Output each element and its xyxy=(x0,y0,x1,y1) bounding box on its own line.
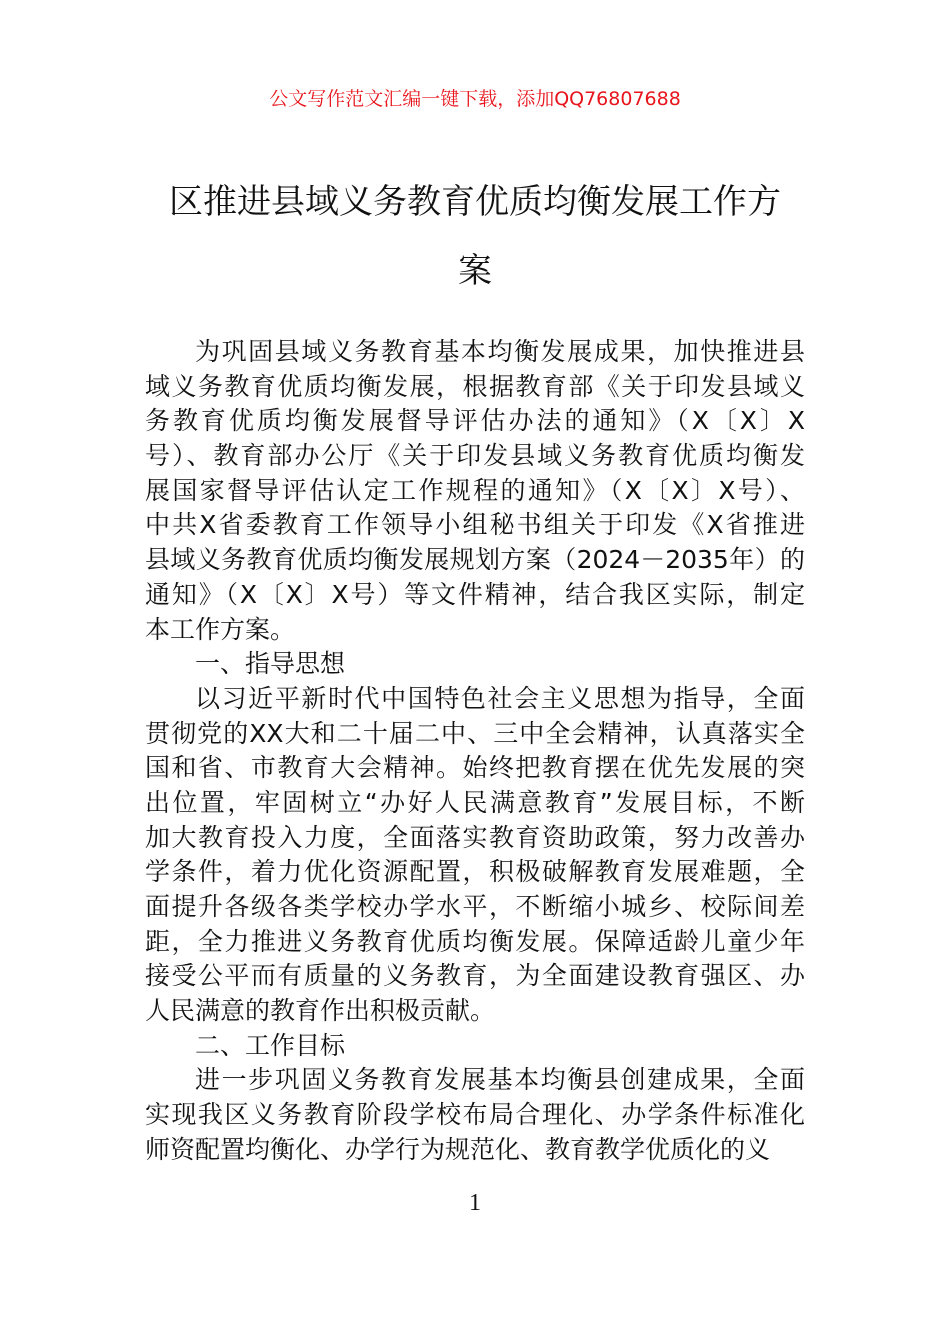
paragraph-line: 展国家督导评估认定工作规程的通知》（X〔X〕X号）、 xyxy=(145,475,805,505)
paragraph-line: 出位置，牢固树立“办好人民满意教育”发展目标，不断 xyxy=(145,787,805,817)
paragraph-line: 为巩固县域义务教育基本均衡发展成果，加快推进县 xyxy=(195,337,805,366)
paragraph-line: 人民满意的教育作出积极贡献。 xyxy=(145,996,496,1026)
paragraph-line: 进一步巩固义务教育发展基本均衡县创建成果，全面 xyxy=(195,1065,805,1095)
paragraph-line: 域义务教育优质均衡发展，根据教育部《关于印发县域义 xyxy=(145,371,805,401)
paragraph-line: 贯彻党的XX大和二十届二中、三中全会精神，认真落实全 xyxy=(145,718,805,748)
paragraph-line: 学条件，着力优化资源配置，积极破解教育发展难题，全 xyxy=(145,857,805,887)
paragraph-line: 二、工作目标 xyxy=(195,1030,346,1060)
paragraph-line: 师资配置均衡化、办学行为规范化、教育教学优质化的义 xyxy=(145,1134,771,1164)
paragraph-line: 号）、教育部办公厅《关于印发县域义务教育优质均衡发 xyxy=(145,441,805,471)
paragraph-line: 接受公平而有质量的义务教育，为全面建设教育强区、办 xyxy=(145,961,805,991)
paragraph-line: 一、指导思想 xyxy=(195,649,346,679)
paragraph-line: 加大教育投入力度，全面落实教育资助政策，努力改善办 xyxy=(145,822,805,852)
document-title-line: 案 xyxy=(458,251,492,291)
paragraph-line: 距，全力推进义务教育优质均衡发展。保障适龄儿童少年 xyxy=(145,926,805,956)
document-title-line: 区推进县域义务教育优质均衡发展工作方 xyxy=(169,182,781,222)
page-number: 1 xyxy=(469,1190,481,1216)
paragraph-line: 国和省、市教育大会精神。始终把教育摆在优先发展的突 xyxy=(145,753,805,783)
paragraph-line: 县域义务教育优质均衡发展规划方案（2024－2035年）的 xyxy=(145,545,805,575)
paragraph-line: 本工作方案。 xyxy=(145,614,296,644)
paragraph-line: 面提升各级各类学校办学水平，不断缩小城乡、校际间差 xyxy=(145,892,805,921)
document-body xyxy=(145,335,805,1168)
paragraph-line: 以习近平新时代中国特色社会主义思想为指导，全面 xyxy=(195,683,805,713)
paragraph-line: 务教育优质均衡发展督导评估办法的通知》（X〔X〕X xyxy=(145,406,805,436)
header-note: 公文写作范文汇编一键下载，添加QQ76807688 xyxy=(269,88,681,110)
paragraph-line: 中共X省委教育工作领导小组秘书组关于印发《X省推进 xyxy=(145,510,805,540)
paragraph-line: 通知》（X〔X〕X号）等文件精神，结合我区实际，制定 xyxy=(145,579,805,609)
paragraph-line: 实现我区义务教育阶段学校布局合理化、办学条件标准化 xyxy=(145,1100,805,1130)
